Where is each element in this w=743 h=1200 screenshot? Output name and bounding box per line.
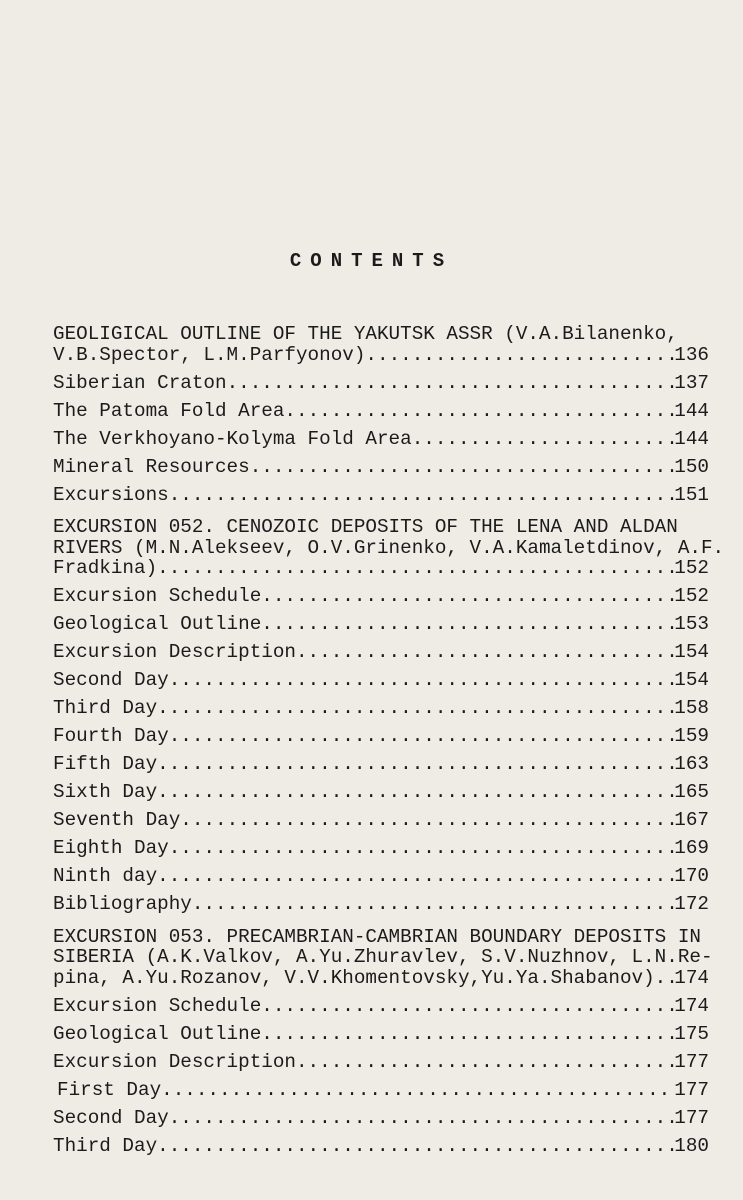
toc-section	[53, 925, 713, 1157]
entry-last-line	[53, 1024, 709, 1045]
toc-entry[interactable]	[53, 485, 709, 506]
entry-title: First Day	[57, 1078, 162, 1101]
entry-last-line	[53, 996, 709, 1017]
entry-last-line	[53, 614, 709, 635]
page-number: 174	[674, 994, 709, 1017]
entry-last-line	[53, 866, 709, 887]
entry-title: The Patoma Fold Area	[53, 399, 285, 422]
page-number: 151	[674, 483, 709, 506]
page-number: 152	[674, 557, 709, 579]
entry-title: Geological Outline	[53, 1022, 262, 1045]
entry-last-line	[53, 968, 709, 989]
entry-last-line	[53, 373, 709, 394]
dot-leader	[157, 866, 674, 887]
dot-leader	[157, 782, 674, 803]
dot-leader	[365, 345, 674, 366]
toc-entry[interactable]	[53, 457, 709, 478]
dot-leader	[227, 373, 675, 394]
dot-leader	[157, 558, 674, 579]
page-number: 177	[674, 1078, 709, 1101]
dot-leader	[157, 1136, 674, 1157]
page-number: 136	[674, 343, 709, 366]
entry-title: Seventh Day	[53, 809, 181, 831]
page-number: 170	[674, 865, 709, 887]
toc-entry[interactable]	[53, 782, 709, 803]
entry-title: Excursion Schedule	[53, 994, 262, 1017]
toc-entry[interactable]	[53, 1080, 709, 1101]
entry-last-line	[53, 586, 709, 607]
entry-title-line: SIBERIA (A.K.Valkov, A.Yu.Zhuravlev, S.V.Nuzhnov, L.N.Re-	[53, 946, 713, 968]
toc-entry[interactable]	[53, 516, 725, 579]
entry-title: Excursion Description	[53, 641, 296, 663]
toc-entry[interactable]	[53, 586, 709, 607]
toc-entry[interactable]	[53, 1108, 709, 1129]
entry-title: The Verkhoyano-Kolyma Fold Area	[53, 427, 412, 450]
page-number: 144	[674, 399, 709, 422]
toc-entry[interactable]	[53, 698, 709, 719]
page-number: 154	[674, 669, 709, 691]
toc-entry[interactable]	[53, 838, 709, 859]
toc-entry[interactable]	[53, 373, 709, 394]
page-number: 174	[674, 966, 709, 989]
entry-title: Mineral Resources	[53, 455, 250, 478]
entry-last-line	[53, 485, 709, 506]
dot-leader	[284, 401, 674, 422]
dot-leader	[296, 1052, 674, 1073]
entry-title: Second Day	[53, 669, 169, 691]
dot-leader	[180, 810, 674, 831]
page-number: 172	[674, 893, 709, 915]
toc-entry[interactable]	[53, 866, 709, 887]
page-number: 175	[674, 1022, 709, 1045]
entry-last-line	[53, 558, 709, 579]
dot-leader	[157, 754, 674, 775]
page-number: 137	[674, 371, 709, 394]
dot-leader	[666, 968, 674, 989]
page-number: 153	[674, 613, 709, 635]
entry-title: Excursions	[53, 483, 169, 506]
entry-last-line	[53, 782, 709, 803]
toc-entry[interactable]	[53, 670, 709, 691]
entry-last-line	[53, 401, 709, 422]
entry-title: Excursion Schedule	[53, 585, 262, 607]
toc-entry[interactable]	[53, 810, 709, 831]
toc-entry[interactable]	[53, 1052, 709, 1073]
entry-title: Fourth Day	[53, 725, 169, 747]
dot-leader	[169, 726, 675, 747]
page-number: 158	[674, 697, 709, 719]
dot-leader	[261, 614, 674, 635]
toc-entry[interactable]	[53, 925, 713, 989]
dot-leader	[157, 698, 674, 719]
page-number: 154	[674, 641, 709, 663]
toc-entry[interactable]	[53, 614, 709, 635]
toc-entry[interactable]	[53, 1024, 709, 1045]
entry-last-line	[53, 429, 709, 450]
toc-entry[interactable]	[53, 429, 709, 450]
entry-title: Second Day	[53, 1106, 169, 1129]
entry-last-line	[53, 698, 709, 719]
entry-last-line	[53, 810, 709, 831]
dot-leader	[412, 429, 675, 450]
entry-title: Third Day	[53, 1134, 158, 1157]
table-of-contents	[53, 323, 725, 1168]
entry-last-line	[53, 642, 709, 663]
page-number: 177	[674, 1050, 709, 1073]
entry-title: V.B.Spector, L.M.Parfyonov)	[53, 343, 366, 366]
dot-leader	[261, 996, 674, 1017]
entry-title: Eighth Day	[53, 837, 169, 859]
entry-last-line	[53, 1052, 709, 1073]
entry-title: Ninth day	[53, 865, 158, 887]
toc-entry[interactable]	[53, 401, 709, 422]
entry-title-line: RIVERS (M.N.Alekseev, O.V.Grinenko, V.A.Kamaletdinov, A.F.	[53, 536, 725, 559]
entry-last-line	[53, 670, 709, 691]
dot-leader	[296, 642, 674, 663]
page-number: 177	[674, 1106, 709, 1129]
page-number: 159	[674, 725, 709, 747]
entry-last-line	[53, 457, 709, 478]
dot-leader	[161, 1080, 674, 1101]
entry-title: pina, A.Yu.Rozanov, V.V.Khomentovsky,Yu.Ya.Shabanov).	[53, 966, 667, 989]
entry-last-line	[53, 1108, 709, 1129]
entry-title-line: GEOLIGICAL OUTLINE OF THE YAKUTSK ASSR (V.A.Bilanenko,	[53, 323, 678, 345]
entry-last-line	[53, 754, 709, 775]
toc-entry[interactable]	[53, 754, 709, 775]
entry-last-line	[57, 1080, 709, 1101]
toc-entry[interactable]	[53, 996, 709, 1017]
entry-title-line: EXCURSION 052. CENOZOIC DEPOSITS OF THE LENA AND ALDAN	[53, 516, 678, 538]
page-number: 165	[674, 781, 709, 803]
dot-leader	[169, 485, 675, 506]
entry-title: Bibliography	[53, 893, 192, 915]
entry-title: Sixth Day	[53, 781, 158, 803]
dot-leader	[169, 670, 675, 691]
page-number: 163	[674, 753, 709, 775]
entry-title: Siberian Craton	[53, 371, 227, 394]
page-number: 150	[674, 455, 709, 478]
entry-title: Third Day	[53, 697, 158, 719]
toc-entry[interactable]	[53, 642, 709, 663]
entry-last-line	[53, 1136, 709, 1157]
toc-entry[interactable]	[53, 324, 709, 365]
dot-leader	[250, 457, 675, 478]
dot-leader	[261, 1024, 674, 1045]
page-number: 144	[674, 427, 709, 450]
entry-last-line	[53, 894, 709, 915]
toc-entry[interactable]	[53, 726, 709, 747]
entry-title: Fifth Day	[53, 753, 158, 775]
page-number: 169	[674, 837, 709, 859]
dot-leader	[169, 838, 675, 859]
entry-title: Excursion Description	[53, 1050, 296, 1073]
toc-section	[53, 324, 709, 505]
page-number: 167	[674, 809, 709, 831]
entry-last-line	[53, 726, 709, 747]
toc-section	[53, 516, 725, 915]
page-number: 180	[674, 1134, 709, 1157]
dot-leader	[192, 894, 674, 915]
toc-entry[interactable]	[53, 894, 709, 915]
entry-title: Fradkina)	[53, 557, 158, 579]
dot-leader	[261, 586, 674, 607]
contents-heading: CONTENTS	[289, 250, 454, 272]
entry-title-line: EXCURSION 053. PRECAMBRIAN-CAMBRIAN BOUNDARY DEPOSITS IN	[53, 925, 701, 948]
page-number: 152	[674, 585, 709, 607]
entry-last-line	[53, 838, 709, 859]
entry-last-line	[53, 345, 709, 366]
entry-title: Geological Outline	[53, 613, 262, 635]
dot-leader	[169, 1108, 675, 1129]
toc-entry[interactable]	[53, 1136, 709, 1157]
